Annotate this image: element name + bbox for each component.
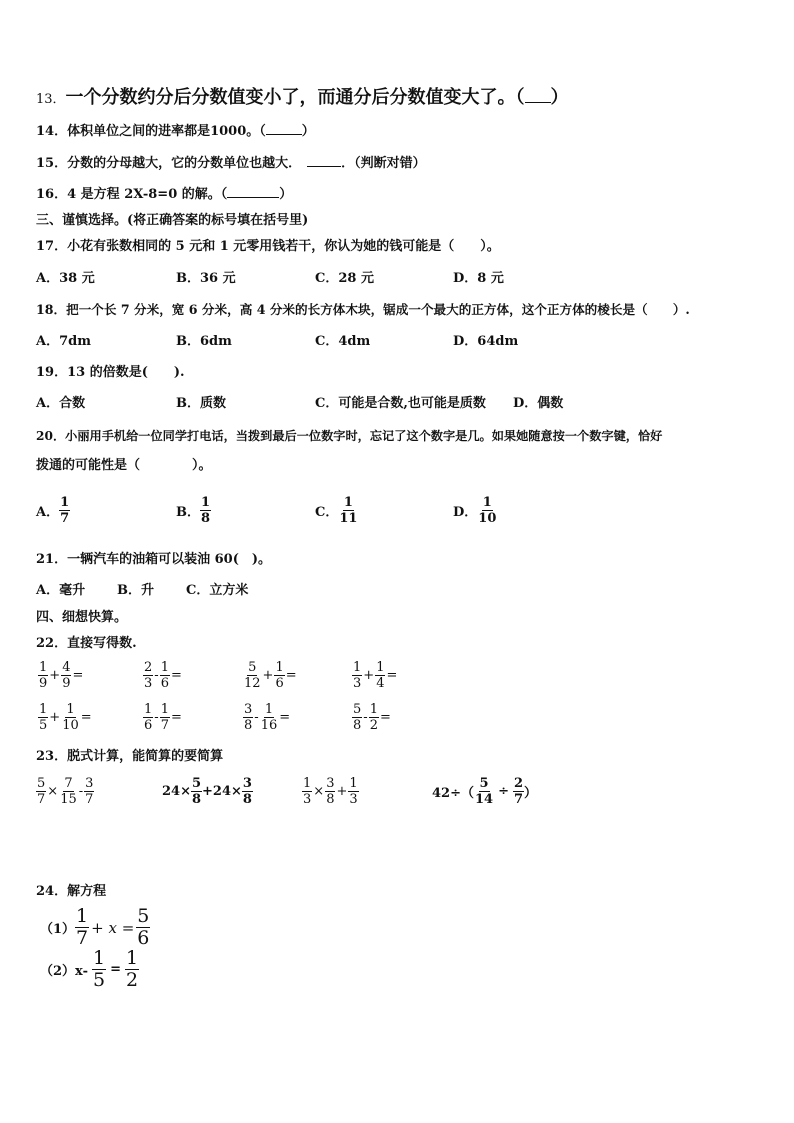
denominator: 8 [201, 511, 211, 526]
answer-blank[interactable] [266, 134, 302, 135]
option-label: C． [315, 505, 339, 520]
question-22: 22．直接写得数. [36, 636, 137, 651]
q24-equation-2 [40, 948, 139, 991]
numerator: 5 [353, 702, 362, 717]
operator: - [254, 710, 259, 725]
fraction [143, 660, 153, 691]
fraction [125, 948, 139, 991]
question-15 [36, 156, 426, 172]
question-24: 24．解方程 [36, 884, 107, 899]
option-label: D． [453, 505, 478, 520]
denominator: 7 [160, 718, 169, 733]
numerator: 2 [513, 776, 524, 791]
operator: + [336, 784, 348, 799]
equation-label: （1） [40, 922, 76, 937]
denominator: 7 [85, 792, 94, 807]
operator: × [313, 784, 325, 799]
fraction [38, 702, 48, 733]
fraction [352, 702, 362, 733]
numerator: 1 [482, 495, 492, 510]
numerator: 5 [191, 776, 202, 791]
fraction [59, 495, 70, 526]
fraction [352, 660, 362, 691]
q22-expression [143, 702, 183, 733]
denominator: 7 [37, 792, 46, 807]
equals-sign: = [279, 710, 291, 725]
q19-option-a[interactable]: A．合数 [36, 396, 86, 411]
q13-number: 13． [36, 92, 66, 107]
fraction [59, 776, 78, 807]
denominator: 3 [349, 792, 358, 807]
denominator: 10 [478, 511, 497, 526]
fraction [242, 776, 253, 807]
numerator: 3 [242, 776, 252, 791]
numerator: 1 [275, 660, 284, 675]
q23-expression-3 [302, 776, 359, 807]
numerator: 1 [66, 702, 75, 717]
denominator: 5 [92, 969, 106, 991]
q23-expression-2 [162, 776, 253, 807]
question-14 [36, 124, 315, 140]
numerator: 1 [160, 660, 169, 675]
q21-option-a[interactable]: A．毫升 [36, 583, 86, 598]
operator: + [262, 668, 274, 683]
q21-option-b[interactable]: B．升 [117, 583, 154, 598]
q19-option-b[interactable]: B．质数 [176, 396, 226, 411]
option-label: B． [176, 505, 200, 520]
q18-option-b[interactable]: B．6dm [176, 334, 232, 349]
fraction [143, 702, 153, 733]
fraction [61, 660, 71, 691]
q19-option-c[interactable]: C．可能是合数,也可能是质数 [315, 396, 486, 411]
fraction [160, 660, 170, 691]
denominator: 7 [60, 511, 70, 526]
numerator: 1 [201, 495, 211, 510]
numerator: 1 [39, 660, 48, 675]
denominator: 7 [76, 927, 89, 949]
fraction [243, 660, 262, 691]
q20-option-d[interactable] [453, 495, 497, 526]
numerator: 1 [369, 702, 378, 717]
fraction [348, 776, 358, 807]
q16-text: 16．4 是方程 2X-8=0 的解。（ [36, 187, 228, 202]
denominator: 8 [353, 718, 362, 733]
fraction [75, 906, 89, 949]
q24-equation-1 [40, 906, 150, 949]
answer-blank[interactable] [307, 166, 341, 167]
q21-option-c[interactable]: C．立方米 [186, 583, 249, 598]
q17-option-a[interactable]: A．38 元 [36, 271, 95, 286]
numerator: 7 [64, 776, 73, 791]
fraction [477, 495, 497, 526]
fraction [200, 495, 211, 526]
numerator: 1 [353, 660, 362, 675]
expression-suffix: ） [524, 786, 538, 801]
numerator: 1 [376, 660, 385, 675]
numerator: 1 [92, 947, 106, 969]
numerator: 3 [85, 776, 94, 791]
denominator: 15 [60, 792, 77, 807]
denominator: 3 [353, 676, 362, 691]
denominator: 8 [191, 792, 202, 807]
q14-text: 14．体积单位之间的进率都是1000。（ [36, 124, 266, 139]
operator: + [49, 668, 61, 683]
q15-tail: ．（判断对错） [341, 156, 426, 171]
fraction [84, 776, 94, 807]
denominator: 9 [62, 676, 71, 691]
q22-expression [38, 702, 93, 733]
q18-option-c[interactable]: C．4dm [315, 334, 371, 349]
numerator: 1 [160, 702, 169, 717]
operator: - [154, 710, 159, 725]
numerator: 1 [343, 495, 353, 510]
fraction [38, 660, 48, 691]
numerator: 1 [349, 776, 358, 791]
q17-option-c[interactable]: C．28 元 [315, 271, 374, 286]
question-16 [36, 187, 292, 203]
denominator: 4 [376, 676, 385, 691]
fraction [474, 776, 494, 807]
fraction [375, 660, 385, 691]
denominator: 2 [369, 718, 378, 733]
expression-prefix: 42÷（ [432, 786, 474, 801]
question-19: 19．13 的倍数是( ). [36, 365, 185, 380]
fraction [513, 776, 524, 807]
q19-option-d[interactable]: D．偶数 [513, 396, 564, 411]
expression-prefix: 24× [162, 784, 191, 799]
denominator: 12 [244, 676, 261, 691]
numerator: 5 [137, 905, 150, 927]
denominator: 7 [513, 792, 524, 807]
fraction [302, 776, 312, 807]
question-20-line1: 20．小丽用手机给一位同学打电话，当拨到最后一位数字时，忘记了这个数字是几。如果她随意按一个数字键，恰好 [36, 429, 663, 443]
fraction [325, 776, 335, 807]
question-18: 18．把一个长 7 分米，宽 6 分米，高 4 分米的长方体木块，锯成一个最大的正方体，这个正方体的棱长是（ ）. [36, 302, 690, 317]
equals-sign: = [170, 668, 182, 683]
question-21: 21．一辆汽车的油箱可以装油 60( )。 [36, 552, 272, 567]
numerator: 4 [62, 660, 71, 675]
q13-text: 一个分数约分后分数值变小了，而通分后分数值变大了。（ [65, 87, 525, 108]
numerator: 1 [144, 702, 153, 717]
equals-sign: = [386, 668, 398, 683]
q15-text: 15．分数的分母越大，它的分数单位也越大． [36, 156, 302, 171]
fraction [274, 660, 284, 691]
q22-expression [352, 702, 392, 733]
operator: - [154, 668, 159, 683]
q23-expression-4 [432, 776, 537, 807]
fraction [36, 776, 46, 807]
fraction [160, 702, 170, 733]
fraction [260, 702, 279, 733]
q22-expression [143, 660, 183, 691]
numerator: 1 [125, 947, 139, 969]
numerator: 1 [76, 905, 89, 927]
numerator: 5 [248, 660, 257, 675]
operator: - [363, 710, 368, 725]
equals-sign: = [379, 710, 391, 725]
denominator: 6 [160, 676, 169, 691]
q18-option-d[interactable]: D．64dm [453, 334, 519, 349]
fraction [92, 948, 106, 991]
denominator: 3 [303, 792, 312, 807]
q20-option-b[interactable] [176, 495, 211, 526]
numerator: 1 [39, 702, 48, 717]
q22-expression [243, 702, 291, 733]
fraction [243, 702, 253, 733]
numerator: 1 [60, 495, 70, 510]
denominator: 6 [144, 718, 153, 733]
q16-close: ） [279, 187, 293, 202]
denominator: 6 [275, 676, 284, 691]
equals-sign: = [170, 710, 182, 725]
q23-expression-1 [36, 776, 94, 807]
fraction [136, 906, 150, 949]
fraction [61, 702, 80, 733]
denominator: 11 [339, 511, 358, 526]
fraction [191, 776, 202, 807]
question-13 [36, 87, 569, 111]
denominator: 2 [125, 969, 139, 991]
option-label: A． [36, 505, 60, 520]
numerator: 3 [244, 702, 253, 717]
q18-option-a[interactable]: A．7dm [36, 334, 91, 349]
denominator: 16 [260, 718, 278, 733]
fraction [369, 702, 379, 733]
operator: + [363, 668, 375, 683]
q20-option-a[interactable] [36, 495, 70, 526]
question-20-line2: 拨通的可能性是（ ）。 [36, 458, 212, 473]
q22-expression [38, 660, 84, 691]
operator: ÷ [498, 784, 509, 799]
equation-label: （2）x- [40, 964, 88, 979]
numerator: 5 [37, 776, 46, 791]
equation-middle: = [110, 962, 121, 977]
q14-close: ） [301, 124, 315, 139]
section-3-heading: 三、谨慎选择。(将正确答案的标号填在括号里) [36, 213, 309, 228]
denominator: 6 [137, 927, 150, 949]
question-23: 23．脱式计算，能简算的要简算 [36, 749, 224, 764]
expression-middle: +24× [202, 784, 242, 799]
answer-blank[interactable] [227, 197, 279, 198]
equals-sign: = [80, 710, 92, 725]
q22-expression [243, 660, 298, 691]
fraction [338, 495, 358, 526]
denominator: 14 [474, 792, 494, 807]
section-4-heading: 四、细想快算。 [36, 610, 128, 625]
numerator: 5 [479, 776, 489, 791]
q20-option-c[interactable] [315, 495, 358, 526]
operator: - [78, 784, 84, 799]
denominator: 5 [39, 718, 48, 733]
answer-blank[interactable] [525, 102, 551, 103]
denominator: 3 [144, 676, 153, 691]
numerator: 2 [144, 660, 153, 675]
q17-option-b[interactable]: B．36 元 [176, 271, 236, 286]
question-17: 17．小花有张数相同的 5 元和 1 元零用钱若干，你认为她的钱可能是（ ）。 [36, 239, 500, 254]
denominator: 8 [326, 792, 335, 807]
operator: × [47, 784, 59, 799]
equation-middle: + x = [91, 918, 135, 937]
numerator: 1 [303, 776, 312, 791]
numerator: 3 [326, 776, 335, 791]
operator: + [49, 710, 61, 725]
equals-sign: = [72, 668, 84, 683]
denominator: 9 [39, 676, 48, 691]
q13-close: ） [550, 87, 569, 108]
denominator: 10 [62, 718, 79, 733]
q17-option-d[interactable]: D．8 元 [453, 271, 504, 286]
equals-sign: = [285, 668, 297, 683]
denominator: 8 [244, 718, 253, 733]
q22-expression [352, 660, 398, 691]
numerator: 1 [264, 702, 274, 717]
denominator: 8 [242, 792, 252, 807]
